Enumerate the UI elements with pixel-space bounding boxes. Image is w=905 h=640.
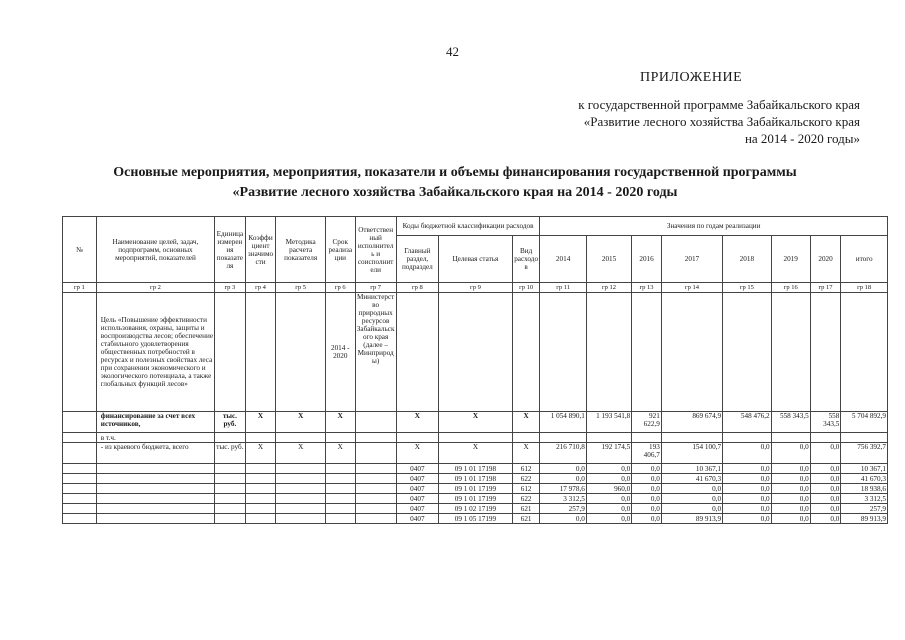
value-cell: 0,0 [540, 474, 586, 484]
value-cell: 89 913,9 [841, 514, 888, 524]
value-cell: 0,0 [810, 464, 841, 474]
group-number: гр 4 [245, 283, 276, 293]
header-method: Методика расчета показателя [276, 217, 326, 283]
value-cell: 257,9 [540, 504, 586, 514]
value-cell: 0,0 [723, 443, 772, 464]
value-cell: 0,0 [586, 494, 631, 504]
value-cell: 17 978,6 [540, 484, 586, 494]
exp-type-cell: 622 [512, 474, 539, 484]
section-cell: 0407 [396, 484, 438, 494]
financing-regional-coef: X [245, 443, 276, 464]
table-row [63, 464, 888, 474]
exp-type-cell: 622 [512, 494, 539, 504]
value-cell: 0,0 [723, 484, 772, 494]
value-cell: 0,0 [810, 514, 841, 524]
value-cell: 558 343,5 [810, 412, 841, 433]
value-cell: 756 392,7 [841, 443, 888, 464]
value-cell: 216 710,8 [540, 443, 586, 464]
value-cell: 41 670,3 [661, 474, 722, 484]
group-number: гр 2 [96, 283, 214, 293]
empty-cell [63, 514, 97, 524]
financing-all-row [63, 412, 888, 433]
empty-cell [276, 504, 326, 514]
value-cell: 192 174,5 [586, 443, 631, 464]
empty-cell [63, 484, 97, 494]
empty-cell [96, 474, 214, 484]
value-cell: 5 704 892,9 [841, 412, 888, 433]
header-exp-type: Вид расходов [512, 236, 539, 283]
empty-cell [355, 474, 396, 484]
header-year: 2019 [771, 236, 810, 283]
target-cell: 09 1 01 17198 [438, 474, 512, 484]
empty-cell [325, 494, 355, 504]
value-cell: 558 343,5 [771, 412, 810, 433]
financing-all-term: X [325, 412, 355, 433]
empty-cell [355, 484, 396, 494]
empty-cell [355, 504, 396, 514]
value-cell: 0,0 [723, 504, 772, 514]
empty-cell [63, 504, 97, 514]
table-row [63, 494, 888, 504]
empty-cell [245, 514, 276, 524]
appendix-line-1: к государственной программе Забайкальского края [578, 97, 860, 112]
including-label: в т.ч. [96, 433, 214, 443]
value-cell: 0,0 [810, 474, 841, 484]
header-values-by-year: Значения по годам реализации [540, 217, 888, 236]
empty-cell [215, 464, 246, 474]
target-cell: 09 1 02 17199 [438, 504, 512, 514]
table-row [63, 514, 888, 524]
value-cell: 0,0 [771, 464, 810, 474]
empty-cell [215, 494, 246, 504]
financing-all-coef: X [245, 412, 276, 433]
empty-cell [245, 494, 276, 504]
table-row [63, 504, 888, 514]
value-cell: 0,0 [771, 474, 810, 484]
value-cell: 3 312,5 [540, 494, 586, 504]
exp-type-cell: 621 [512, 514, 539, 524]
value-cell: 0,0 [810, 484, 841, 494]
empty-cell [276, 494, 326, 504]
header-total: итого [841, 236, 888, 283]
value-cell: 41 670,3 [841, 474, 888, 484]
goal-term: 2014 - 2020 [325, 293, 355, 412]
value-cell: 960,0 [586, 484, 631, 494]
including-row [63, 433, 888, 443]
financing-all-unit: тыс. руб. [215, 412, 246, 433]
value-cell: 0,0 [540, 514, 586, 524]
appendix-line-3: на 2014 - 2020 годы» [744, 131, 860, 146]
financing-all-method: X [276, 412, 326, 433]
value-cell: 0,0 [771, 443, 810, 464]
value-cell: 1 193 541,8 [586, 412, 631, 433]
empty-cell [215, 504, 246, 514]
group-number: гр 17 [810, 283, 841, 293]
group-number: гр 11 [540, 283, 586, 293]
header-year: 2020 [810, 236, 841, 283]
group-number: гр 16 [771, 283, 810, 293]
document-title-line-2: «Развитие лесного хозяйства Забайкальского края на 2014 - 2020 годы [232, 185, 678, 200]
program-table [62, 216, 888, 524]
exp-type-cell: 621 [512, 504, 539, 514]
goal-text: Цель «Повышение эффективности использования, охраны, защиты и воспроизводства лесов; обеспечение стабильного удовлетворения общественных потребностей в ресурсах и полезных свойствах леса при сохранении экономического и экологического потенциала, а также глобальных функций лесов» [96, 293, 214, 412]
value-cell: 0,0 [810, 494, 841, 504]
goal-row [63, 293, 888, 412]
empty-cell [245, 464, 276, 474]
header-target: Целевая статья [438, 236, 512, 283]
value-cell: 0,0 [661, 504, 722, 514]
header-year: 2014 [540, 236, 586, 283]
page-number: 42 [446, 44, 459, 59]
target-cell: 09 1 01 17199 [438, 484, 512, 494]
empty-cell [355, 464, 396, 474]
value-cell: 193 406,7 [632, 443, 662, 464]
group-number: гр 8 [396, 283, 438, 293]
empty-cell [215, 514, 246, 524]
header-section: Главный раздел, подраздел [396, 236, 438, 283]
value-cell: 0,0 [586, 514, 631, 524]
empty-cell [96, 464, 214, 474]
financing-regional-label: - из краевого бюджета, всего [96, 443, 214, 464]
empty-cell [276, 474, 326, 484]
empty-cell [325, 514, 355, 524]
table-row [63, 484, 888, 494]
group-number: гр 15 [723, 283, 772, 293]
header-term: Срок реализации [325, 217, 355, 283]
financing-regional-exp-type: X [512, 443, 539, 464]
value-cell: 0,0 [723, 464, 772, 474]
empty-cell [63, 464, 97, 474]
value-cell: 0,0 [632, 494, 662, 504]
financing-regional-term: X [325, 443, 355, 464]
value-cell: 0,0 [632, 474, 662, 484]
empty-cell [355, 494, 396, 504]
value-cell: 10 367,1 [841, 464, 888, 474]
value-cell: 0,0 [632, 464, 662, 474]
value-cell: 0,0 [723, 474, 772, 484]
empty-cell [276, 514, 326, 524]
financing-regional-method: X [276, 443, 326, 464]
value-cell: 89 913,9 [661, 514, 722, 524]
empty-cell [325, 474, 355, 484]
empty-cell [63, 474, 97, 484]
value-cell: 154 100,7 [661, 443, 722, 464]
header-year: 2015 [586, 236, 631, 283]
group-number: гр 9 [438, 283, 512, 293]
group-numbers-row [63, 283, 888, 293]
empty-cell [215, 474, 246, 484]
header-year: 2018 [723, 236, 772, 283]
empty-cell [276, 484, 326, 494]
appendix-title: ПРИЛОЖЕНИЕ [640, 70, 743, 85]
section-cell: 0407 [396, 514, 438, 524]
value-cell: 0,0 [771, 494, 810, 504]
empty-cell [325, 464, 355, 474]
value-cell: 0,0 [632, 484, 662, 494]
financing-regional-target: X [438, 443, 512, 464]
header-year: 2017 [661, 236, 722, 283]
value-cell: 18 938,6 [841, 484, 888, 494]
value-cell: 0,0 [540, 464, 586, 474]
group-number: гр 18 [841, 283, 888, 293]
header-unit: Единица измерения показателя [215, 217, 246, 283]
table-row [63, 474, 888, 484]
financing-all-exp-type: X [512, 412, 539, 433]
target-cell: 09 1 05 17199 [438, 514, 512, 524]
value-cell: 0,0 [661, 494, 722, 504]
value-cell: 0,0 [810, 504, 841, 514]
value-cell: 921 622,9 [632, 412, 662, 433]
appendix-line-2: «Развитие лесного хозяйства Забайкальского края [583, 114, 860, 129]
group-number: гр 6 [325, 283, 355, 293]
value-cell: 10 367,1 [661, 464, 722, 474]
group-number: гр 5 [276, 283, 326, 293]
value-cell: 3 312,5 [841, 494, 888, 504]
section-cell: 0407 [396, 504, 438, 514]
value-cell: 0,0 [632, 504, 662, 514]
empty-cell [63, 494, 97, 504]
value-cell: 0,0 [661, 484, 722, 494]
value-cell: 0,0 [771, 514, 810, 524]
empty-cell [96, 494, 214, 504]
empty-cell [215, 484, 246, 494]
exp-type-cell: 612 [512, 484, 539, 494]
financing-all-target: X [438, 412, 512, 433]
group-number: гр 10 [512, 283, 539, 293]
financing-all-label: финансирование за счет всех источников, [96, 412, 214, 433]
header-year: 2016 [632, 236, 662, 283]
group-number: гр 1 [63, 283, 97, 293]
section-cell: 0407 [396, 474, 438, 484]
financing-regional-unit: тыс. руб. [215, 443, 246, 464]
empty-cell [276, 464, 326, 474]
value-cell: 0,0 [723, 514, 772, 524]
empty-cell [96, 504, 214, 514]
header-executor: Ответственный исполнитель и соисполнители [355, 217, 396, 283]
financing-regional-section: X [396, 443, 438, 464]
target-cell: 09 1 01 17199 [438, 494, 512, 504]
value-cell: 0,0 [586, 504, 631, 514]
document-title-line-1: Основные мероприятия, мероприятия, показатели и объемы финансирования государственной программы [113, 165, 797, 180]
empty-cell [325, 484, 355, 494]
empty-cell [325, 504, 355, 514]
value-cell: 869 674,9 [661, 412, 722, 433]
empty-cell [245, 484, 276, 494]
value-cell: 257,9 [841, 504, 888, 514]
group-number: гр 12 [586, 283, 631, 293]
target-cell: 09 1 01 17198 [438, 464, 512, 474]
document-title [40, 163, 870, 203]
header-name: Наименование целей, задач, подпрограмм, основных мероприятий, показателей [96, 217, 214, 283]
value-cell: 0,0 [586, 474, 631, 484]
group-number: гр 13 [632, 283, 662, 293]
value-cell: 0,0 [771, 484, 810, 494]
value-cell: 0,0 [771, 504, 810, 514]
empty-cell [96, 484, 214, 494]
financing-all-section: X [396, 412, 438, 433]
group-number: гр 3 [215, 283, 246, 293]
section-cell: 0407 [396, 464, 438, 474]
header-coef: Коэффициент значимости [245, 217, 276, 283]
exp-type-cell: 612 [512, 464, 539, 474]
value-cell: 0,0 [632, 514, 662, 524]
empty-cell [245, 474, 276, 484]
header-num: № [63, 217, 97, 283]
group-number: гр 7 [355, 283, 396, 293]
section-cell: 0407 [396, 494, 438, 504]
goal-executor: Министерство природных ресурсов Забайкальского края (далее – Минприроды) [355, 293, 396, 412]
empty-cell [96, 514, 214, 524]
value-cell: 548 476,2 [723, 412, 772, 433]
group-number: гр 14 [661, 283, 722, 293]
value-cell: 0,0 [586, 464, 631, 474]
value-cell: 0,0 [810, 443, 841, 464]
value-cell: 1 054 890,1 [540, 412, 586, 433]
header-budget-codes: Коды бюджетной классификации расходов [396, 217, 540, 236]
value-cell: 0,0 [723, 494, 772, 504]
empty-cell [355, 514, 396, 524]
financing-regional-row [63, 443, 888, 464]
empty-cell [245, 504, 276, 514]
